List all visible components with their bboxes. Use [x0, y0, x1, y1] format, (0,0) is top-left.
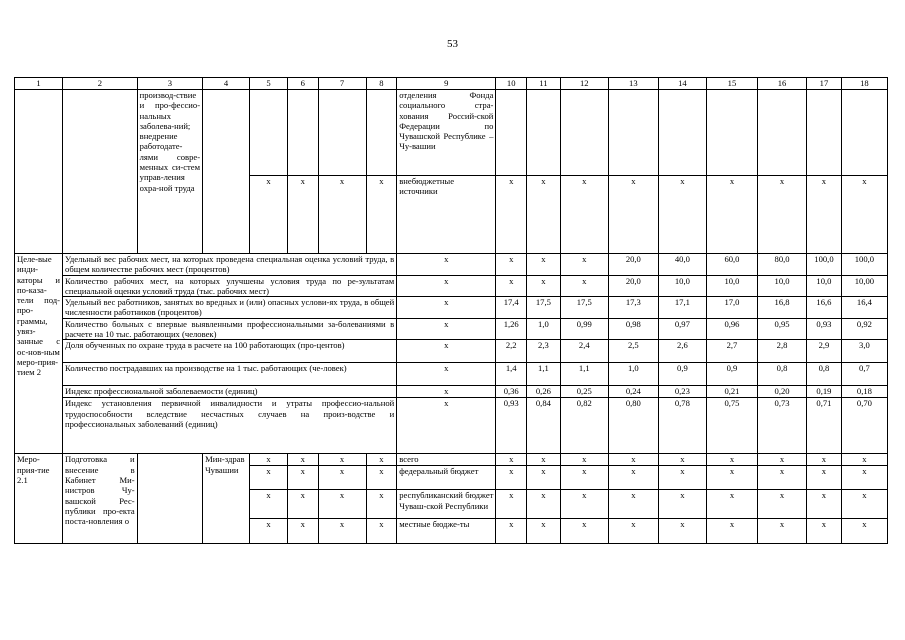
column-number: 1 [15, 78, 63, 90]
empty-cell [137, 454, 202, 544]
mark-cell: x [318, 490, 366, 519]
value-cell: x [496, 519, 527, 544]
empty-cell [287, 90, 318, 176]
funding-source: республиканский бюджет Чуваш-ской Республики [397, 490, 496, 519]
value-cell: 16,4 [841, 297, 887, 319]
value-cell: x [807, 176, 842, 254]
value-cell: 0,75 [706, 398, 757, 454]
funding-source: местные бюдже-ты [397, 519, 496, 544]
mark-cell: x [287, 490, 318, 519]
funding-source: федеральный бюджет [397, 466, 496, 490]
value-cell: x [658, 490, 706, 519]
value-cell: x [496, 454, 527, 466]
funding-source: внебюджетные источники [397, 176, 496, 254]
value-cell: 0,9 [658, 363, 706, 386]
column-number: 16 [758, 78, 807, 90]
indicator-row [15, 297, 888, 319]
value-cell: 0,71 [807, 398, 842, 454]
value-cell: x [496, 466, 527, 490]
indicator-row [15, 363, 888, 386]
value-cell: 0,84 [527, 398, 561, 454]
value-cell: x [397, 363, 496, 386]
value-cell: 17,1 [658, 297, 706, 319]
measure-text: производ-ствие и про-фессио-нальных заболева-ний; внедрение работодате-лями совре-менных си-стем управ-ления охра-ной труда [137, 90, 202, 254]
column-number: 6 [287, 78, 318, 90]
value-cell: x [658, 454, 706, 466]
mark-cell: x [250, 176, 288, 254]
value-cell: 60,0 [706, 254, 757, 276]
value-cell: 1,1 [527, 363, 561, 386]
empty-cell [366, 90, 397, 176]
indicator-row [15, 318, 888, 340]
value-cell: 17,3 [608, 297, 658, 319]
mark-cell: x [287, 466, 318, 490]
empty-cell [15, 90, 63, 254]
indicator-row [15, 398, 888, 454]
value-cell: x [496, 176, 527, 254]
value-cell: x [397, 275, 496, 297]
value-cell: 10,00 [841, 275, 887, 297]
value-cell: x [706, 454, 757, 466]
value-cell: x [527, 176, 561, 254]
value-cell: x [397, 297, 496, 319]
empty-cell [318, 90, 366, 176]
value-cell: 16,6 [807, 297, 842, 319]
empty-cell [560, 90, 608, 176]
indicator-text: Удельный вес рабочих мест, на которых проведена специальная оценка условий труда, в общем количестве рабочих мест (процентов) [63, 254, 397, 276]
value-cell: x [397, 398, 496, 454]
value-cell: x [706, 519, 757, 544]
value-cell: 0,98 [608, 318, 658, 340]
indicator-row [15, 254, 888, 276]
value-cell: 16,8 [758, 297, 807, 319]
value-cell: x [841, 519, 887, 544]
value-cell: x [560, 490, 608, 519]
value-cell: x [841, 176, 887, 254]
empty-cell [527, 90, 561, 176]
column-number: 4 [203, 78, 250, 90]
value-cell: x [496, 275, 527, 297]
indicator-row [15, 386, 888, 398]
empty-cell [758, 90, 807, 176]
value-cell: x [527, 254, 561, 276]
value-cell: 1,1 [560, 363, 608, 386]
empty-cell [841, 90, 887, 176]
value-cell: 2,5 [608, 340, 658, 363]
value-cell: 17,0 [706, 297, 757, 319]
value-cell: 17,5 [560, 297, 608, 319]
value-cell: x [527, 466, 561, 490]
value-cell: 100,0 [841, 254, 887, 276]
value-cell: x [807, 519, 842, 544]
column-number: 15 [706, 78, 757, 90]
value-cell: x [527, 519, 561, 544]
table-row [15, 90, 888, 176]
value-cell: 0,78 [658, 398, 706, 454]
column-number: 8 [366, 78, 397, 90]
value-cell: 10,0 [658, 275, 706, 297]
responsible-cell: Мин-здрав Чувашии [203, 454, 250, 544]
value-cell: x [608, 176, 658, 254]
value-cell: x [807, 466, 842, 490]
value-cell: 0,26 [527, 386, 561, 398]
value-cell: x [527, 275, 561, 297]
value-cell: 20,0 [608, 254, 658, 276]
column-number: 11 [527, 78, 561, 90]
value-cell: 0,95 [758, 318, 807, 340]
value-cell: 1,0 [527, 318, 561, 340]
value-cell: x [658, 519, 706, 544]
value-cell: x [496, 490, 527, 519]
value-cell: 0,82 [560, 398, 608, 454]
mark-cell: x [318, 466, 366, 490]
empty-cell [63, 90, 138, 254]
empty-cell [706, 90, 757, 176]
column-number: 17 [807, 78, 842, 90]
mark-cell: x [366, 490, 397, 519]
indicator-row [15, 340, 888, 363]
column-number: 2 [63, 78, 138, 90]
value-cell: x [560, 454, 608, 466]
value-cell: 0,24 [608, 386, 658, 398]
mark-cell: x [287, 176, 318, 254]
mark-cell: x [318, 176, 366, 254]
mark-cell: x [250, 466, 288, 490]
value-cell: x [560, 519, 608, 544]
value-cell: 0,99 [560, 318, 608, 340]
value-cell: x [658, 466, 706, 490]
value-cell: x [560, 275, 608, 297]
mark-cell: x [287, 454, 318, 466]
value-cell: x [658, 176, 706, 254]
value-cell: x [758, 176, 807, 254]
value-cell: x [560, 254, 608, 276]
value-cell: 2,7 [706, 340, 757, 363]
mark-cell: x [250, 490, 288, 519]
indicator-text: Индекс установления первичной инвалидности и утраты профессио-нальной трудоспособности вследствие несчастных случаев на произ-водстве и профессиональных заболеваний (единиц) [63, 398, 397, 454]
value-cell: x [841, 454, 887, 466]
mark-cell: x [250, 519, 288, 544]
value-cell: x [397, 386, 496, 398]
value-cell: 0,70 [841, 398, 887, 454]
value-cell: 0,8 [807, 363, 842, 386]
column-number: 7 [318, 78, 366, 90]
value-cell: 17,5 [527, 297, 561, 319]
program-table [14, 77, 888, 544]
value-cell: 3,0 [841, 340, 887, 363]
value-cell: x [706, 466, 757, 490]
mark-cell: x [366, 519, 397, 544]
value-cell: x [397, 254, 496, 276]
value-cell: 2,6 [658, 340, 706, 363]
value-cell: x [841, 466, 887, 490]
value-cell: x [758, 466, 807, 490]
page-number: 53 [447, 38, 458, 50]
value-cell: 0,8 [758, 363, 807, 386]
value-cell: 2,9 [807, 340, 842, 363]
mark-cell: x [366, 466, 397, 490]
value-cell: x [608, 490, 658, 519]
mark-cell: x [366, 176, 397, 254]
funding-source: отделения Фонда социального стра-хования Россий-ской Федерации по Чувашской Республике – Чу-вашии [397, 90, 496, 176]
column-number: 12 [560, 78, 608, 90]
value-cell: x [496, 254, 527, 276]
indicator-row [15, 275, 888, 297]
value-cell: 2,8 [758, 340, 807, 363]
mark-cell: x [250, 454, 288, 466]
value-cell: 1,0 [608, 363, 658, 386]
value-cell: 10,0 [758, 275, 807, 297]
value-cell: 1,4 [496, 363, 527, 386]
column-number: 18 [841, 78, 887, 90]
value-cell: 0,7 [841, 363, 887, 386]
value-cell: 0,80 [608, 398, 658, 454]
value-cell: 0,92 [841, 318, 887, 340]
value-cell: 2,3 [527, 340, 561, 363]
indicator-text: Количество пострадавших на производстве на 1 тыс. работающих (че-ловек) [63, 363, 397, 386]
value-cell: x [397, 318, 496, 340]
value-cell: 80,0 [758, 254, 807, 276]
column-number: 14 [658, 78, 706, 90]
value-cell: 0,93 [807, 318, 842, 340]
measure-description: Подготовка и внесение в Кабинет Ми-нистров Чу-вашской Рес-публики про-екта поста-новления о [63, 454, 138, 544]
value-cell: x [758, 490, 807, 519]
empty-cell [250, 90, 288, 176]
value-cell: 100,0 [807, 254, 842, 276]
value-cell: 0,36 [496, 386, 527, 398]
value-cell: 0,21 [706, 386, 757, 398]
value-cell: 0,97 [658, 318, 706, 340]
value-cell: 17,4 [496, 297, 527, 319]
empty-cell [807, 90, 842, 176]
value-cell: x [807, 490, 842, 519]
mark-cell: x [318, 454, 366, 466]
value-cell: 2,2 [496, 340, 527, 363]
value-cell: 2,4 [560, 340, 608, 363]
column-number: 3 [137, 78, 202, 90]
indicators-label: Целе-вые инди-каторы и по-каза-тели под-про-граммы, увяз-занные с ос-нов-ным меро-прия-тием 2 [15, 254, 63, 454]
column-number: 5 [250, 78, 288, 90]
value-cell: 0,96 [706, 318, 757, 340]
value-cell: 0,9 [706, 363, 757, 386]
value-cell: x [841, 490, 887, 519]
mark-cell: x [366, 454, 397, 466]
value-cell: x [706, 490, 757, 519]
value-cell: 0,93 [496, 398, 527, 454]
value-cell: x [608, 454, 658, 466]
value-cell: x [758, 454, 807, 466]
measure-row [15, 454, 888, 466]
indicator-text: Количество рабочих мест, на которых улучшены условия труда по ре-зультатам специальной оценки условий труда (тыс. рабочих мест) [63, 275, 397, 297]
value-cell: 1,26 [496, 318, 527, 340]
value-cell: x [527, 490, 561, 519]
value-cell: 20,0 [608, 275, 658, 297]
mark-cell: x [287, 519, 318, 544]
empty-cell [496, 90, 527, 176]
value-cell: 0,18 [841, 386, 887, 398]
mark-cell: x [318, 519, 366, 544]
column-number: 13 [608, 78, 658, 90]
header-row [15, 78, 888, 90]
indicator-text: Удельный вес работников, занятых во вредных и (или) опасных услови-ях труда, в общей численности работников (процентов) [63, 297, 397, 319]
value-cell: x [527, 454, 561, 466]
value-cell: x [397, 340, 496, 363]
value-cell: x [807, 454, 842, 466]
empty-cell [203, 90, 250, 254]
column-number: 10 [496, 78, 527, 90]
column-number: 9 [397, 78, 496, 90]
value-cell: x [608, 519, 658, 544]
value-cell: 0,20 [758, 386, 807, 398]
measure-label: Меро-прия-тие 2.1 [15, 454, 63, 544]
value-cell: 0,73 [758, 398, 807, 454]
value-cell: 0,25 [560, 386, 608, 398]
value-cell: 10,0 [807, 275, 842, 297]
funding-source: всего [397, 454, 496, 466]
indicator-text: Количество больных с впервые выявленными профессиональными за-болеваниями в расчете на 10 тыс. работающих (человек) [63, 318, 397, 340]
value-cell: 0,19 [807, 386, 842, 398]
value-cell: 0,23 [658, 386, 706, 398]
value-cell: x [560, 176, 608, 254]
value-cell: x [608, 466, 658, 490]
value-cell: x [560, 466, 608, 490]
value-cell: 40,0 [658, 254, 706, 276]
empty-cell [658, 90, 706, 176]
value-cell: x [758, 519, 807, 544]
indicator-text: Индекс профессиональной заболеваемости (единиц) [63, 386, 397, 398]
indicator-text: Доля обученных по охране труда в расчете на 100 работающих (про-центов) [63, 340, 397, 363]
value-cell: x [706, 176, 757, 254]
empty-cell [608, 90, 658, 176]
value-cell: 10,0 [706, 275, 757, 297]
